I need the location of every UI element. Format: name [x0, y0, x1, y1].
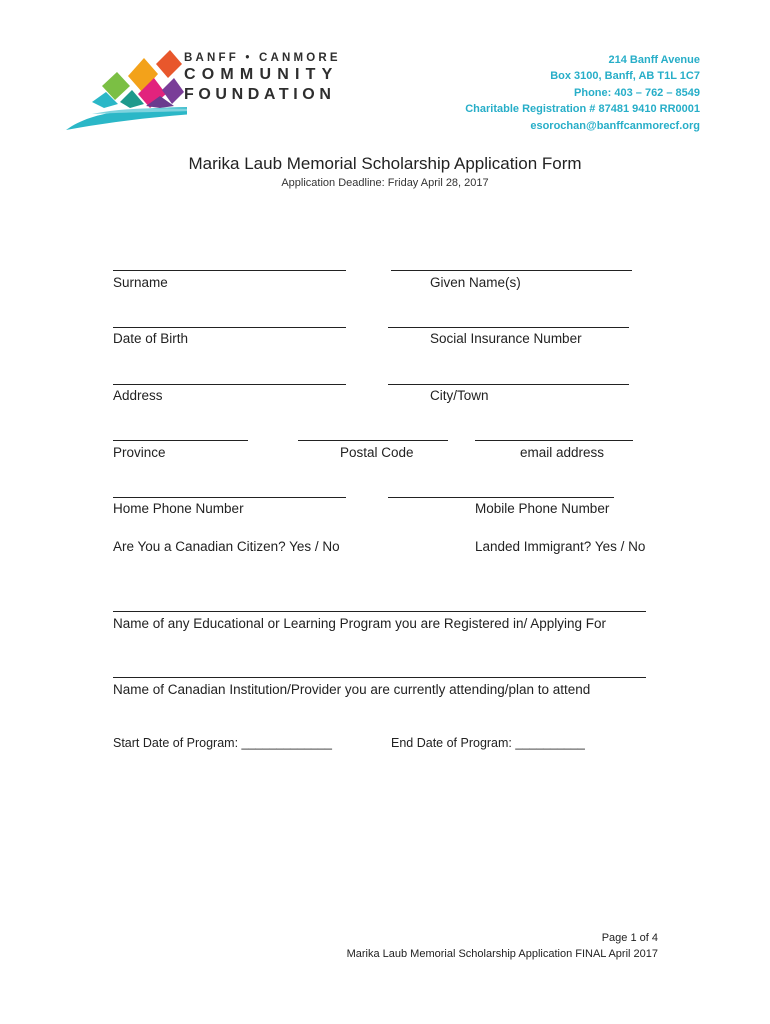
province-field[interactable]	[113, 440, 248, 441]
landed-immigrant-question[interactable]: Landed Immigrant? Yes / No	[475, 539, 646, 554]
postal-code-field[interactable]	[298, 440, 448, 441]
contact-street: 214 Banff Avenue	[608, 54, 700, 66]
contact-email[interactable]: esorochan@banffcanmorecf.org	[530, 119, 700, 132]
date-of-birth-field[interactable]	[113, 327, 346, 328]
program-label: Name of any Educational or Learning Program you are Registered in/ Applying For	[113, 616, 607, 631]
city-town-field[interactable]	[388, 384, 629, 385]
org-name-line1: BANFF • CANMORE	[184, 52, 341, 64]
home-phone-field[interactable]	[113, 497, 346, 498]
canadian-citizen-question[interactable]: Are You a Canadian Citizen? Yes / No	[113, 539, 340, 554]
province-label: Province	[113, 445, 166, 460]
application-deadline: Application Deadline: Friday April 28, 2017	[281, 177, 489, 189]
sin-label: Social Insurance Number	[430, 331, 582, 346]
given-names-label: Given Name(s)	[430, 275, 521, 290]
start-date-field[interactable]: Start Date of Program: _____________	[113, 736, 332, 750]
email-field[interactable]	[475, 440, 633, 441]
surname-field[interactable]	[113, 270, 346, 271]
sin-field[interactable]	[388, 327, 629, 328]
address-field[interactable]	[113, 384, 346, 385]
form-title: Marika Laub Memorial Scholarship Application Form	[188, 154, 582, 173]
contact-info	[465, 52, 700, 134]
address-label: Address	[113, 388, 163, 403]
date-of-birth-label: Date of Birth	[113, 331, 189, 346]
mountain-logo-icon	[62, 44, 187, 136]
surname-label: Surname	[113, 275, 168, 290]
home-phone-label: Home Phone Number	[113, 501, 244, 516]
document-footer: Marika Laub Memorial Scholarship Application FINAL April 2017	[346, 948, 658, 960]
org-name-line2: COMMUNITY	[184, 66, 339, 83]
email-label: email address	[520, 445, 605, 460]
contact-registration: Charitable Registration # 87481 9410 RR0001	[465, 103, 700, 116]
end-date-field[interactable]: End Date of Program: __________	[391, 736, 585, 750]
institution-field[interactable]	[113, 677, 646, 678]
contact-box: Box 3100, Banff, AB T1L 1C7	[550, 70, 700, 83]
org-name-line3: FOUNDATION	[184, 86, 336, 103]
mobile-phone-label: Mobile Phone Number	[475, 501, 610, 516]
institution-label: Name of Canadian Institution/Provider you are currently attending/plan to attend	[113, 682, 591, 697]
city-town-label: City/Town	[430, 388, 489, 403]
program-field[interactable]	[113, 611, 646, 612]
page-number: Page 1 of 4	[601, 932, 658, 944]
given-names-field[interactable]	[391, 270, 632, 271]
mobile-phone-field[interactable]	[388, 497, 614, 498]
contact-phone: Phone: 403 – 762 – 8549	[574, 86, 700, 99]
postal-code-label: Postal Code	[340, 445, 414, 460]
